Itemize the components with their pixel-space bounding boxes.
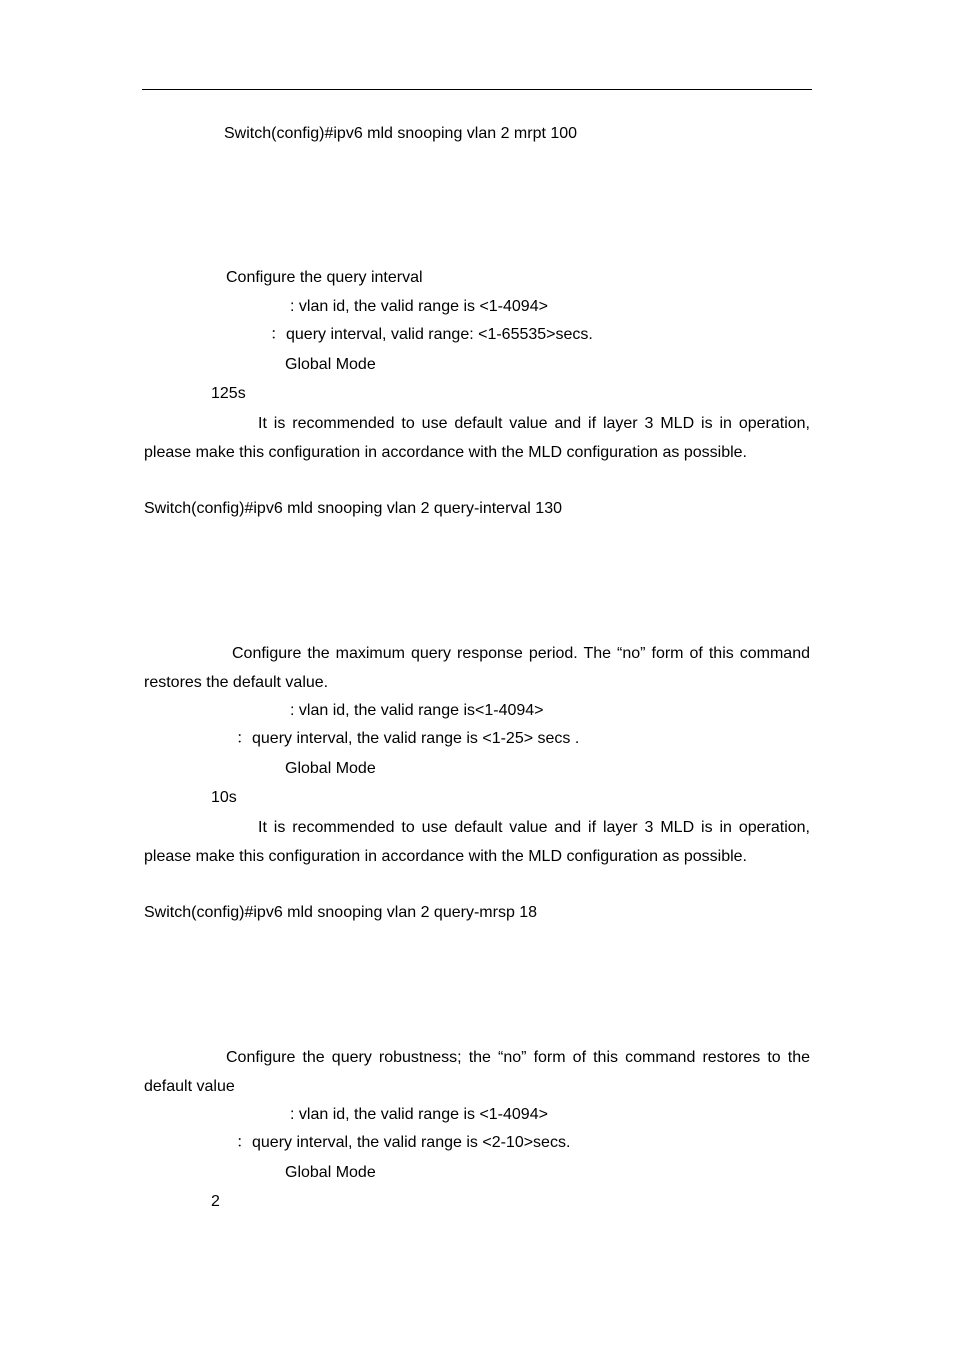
qi-guide: It is recommended to use default value and if layer 3 MLD is in operation, please make this configuration in accordance with the MLD configuration as possible. — [144, 415, 810, 461]
qr-param-vlan: : vlan id, the valid range is <1-4094> — [290, 1106, 548, 1123]
qi-example: Switch(config)#ipv6 mld snooping vlan 2 query-interval 130 — [144, 500, 562, 517]
qi-default: 125s — [211, 385, 246, 402]
qr-param-value: ：query interval, the valid range is <2-10>secs. — [236, 1134, 571, 1151]
qm-param-vlan: : vlan id, the valid range is<1-4094> — [290, 702, 544, 719]
qm-mode: Global Mode — [285, 760, 376, 777]
qm-default: 10s — [211, 789, 237, 806]
qm-guide: It is recommended to use default value and if layer 3 MLD is in operation, please make this configuration in accordance with the MLD configuration as possible. — [144, 819, 810, 865]
qr-mode: Global Mode — [285, 1164, 376, 1181]
qr-default: 2 — [211, 1193, 220, 1210]
qi-mode: Global Mode — [285, 356, 376, 373]
qm-function: Configure the maximum query response period. The “no” form of this command restores the default value. — [144, 645, 810, 691]
qi-param-vlan: : vlan id, the valid range is <1-4094> — [290, 298, 548, 315]
qr-function: Configure the query robustness; the “no” form of this command restores to the default value — [144, 1049, 810, 1095]
qi-param-value: ：query interval, valid range: <1-65535>secs. — [270, 326, 593, 343]
example-mrpt: Switch(config)#ipv6 mld snooping vlan 2 mrpt 100 — [224, 125, 578, 142]
qi-function: Configure the query interval — [226, 269, 423, 286]
qm-param-value: ：query interval, the valid range is <1-25> secs . — [236, 730, 580, 747]
header-rule — [142, 89, 812, 90]
qm-example: Switch(config)#ipv6 mld snooping vlan 2 query-mrsp 18 — [144, 904, 538, 921]
